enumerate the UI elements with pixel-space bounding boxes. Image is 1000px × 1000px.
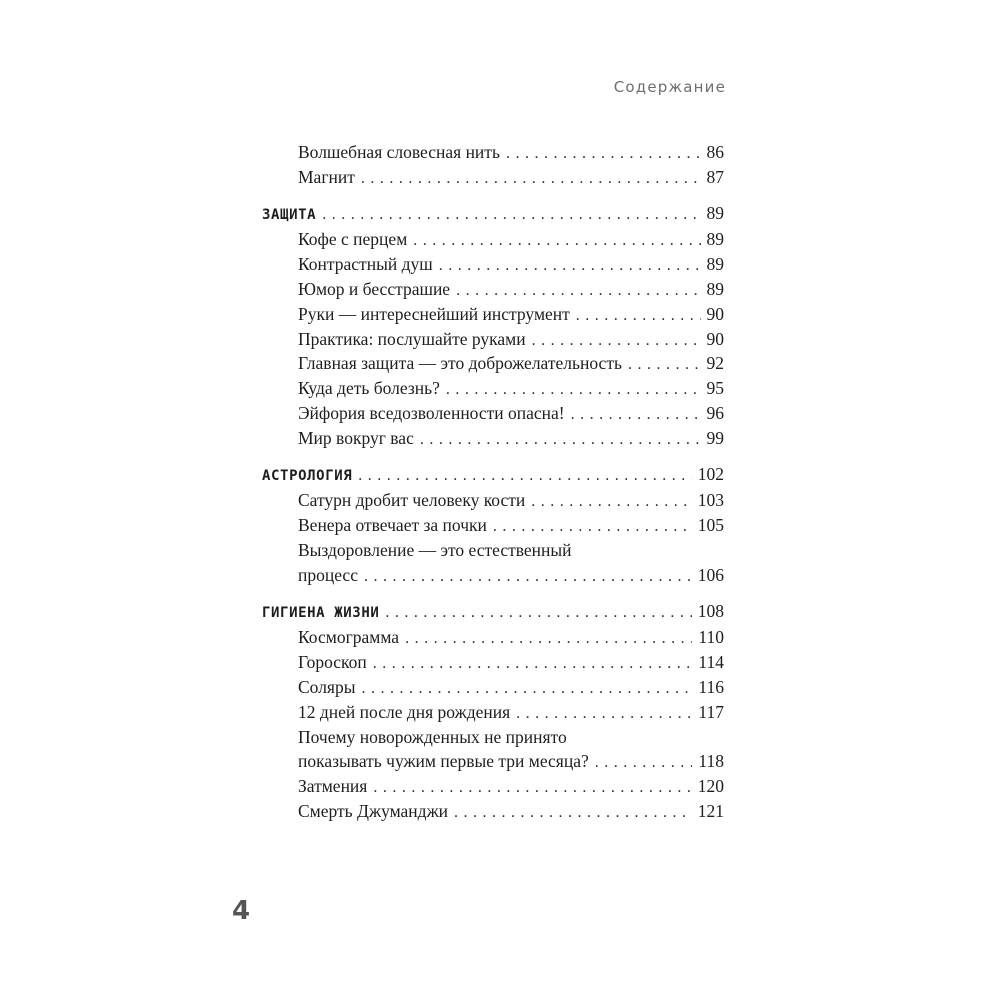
page-ref: 87 bbox=[706, 166, 724, 187]
page-ref: 90 bbox=[706, 328, 724, 349]
toc-entry bbox=[298, 142, 724, 166]
page-ref: 121 bbox=[697, 801, 724, 821]
dot-leader bbox=[454, 804, 692, 822]
page-ref: 120 bbox=[697, 776, 724, 797]
dot-leader bbox=[322, 206, 700, 224]
dot-leader bbox=[361, 170, 701, 188]
entry-title: Мир вокруг вас bbox=[298, 427, 414, 448]
entry-title: Юмор и бесстрашие bbox=[298, 279, 451, 299]
toc-entry bbox=[298, 627, 724, 651]
toc-section-heading bbox=[262, 601, 724, 625]
page-ref: 89 bbox=[706, 202, 724, 223]
entry-title: Главная защита — это доброжелательность bbox=[298, 353, 622, 374]
dot-leader bbox=[373, 655, 693, 673]
toc-entry bbox=[298, 229, 724, 253]
page-ref: 95 bbox=[706, 378, 724, 399]
toc-entry bbox=[298, 515, 724, 539]
toc-section-heading bbox=[262, 203, 724, 227]
toc-entry bbox=[298, 652, 724, 676]
toc-entry bbox=[298, 428, 724, 452]
entry-title: Руки — интереснейший инструмент bbox=[298, 303, 570, 324]
toc-entry bbox=[298, 378, 724, 402]
entry-title: Эйфория вседозволенности опасна! bbox=[298, 403, 565, 423]
dot-leader bbox=[532, 332, 701, 350]
toc-entry bbox=[298, 490, 724, 514]
entry-title: Кофе с перцем bbox=[298, 229, 408, 250]
entry-title: Соляры bbox=[298, 677, 356, 697]
entry-title: Смерть Джуманджи bbox=[298, 801, 449, 821]
toc-entry bbox=[298, 727, 567, 751]
toc-entry bbox=[298, 565, 724, 589]
toc-entry bbox=[298, 702, 724, 726]
toc-entry bbox=[298, 304, 724, 328]
page-ref: 117 bbox=[698, 701, 724, 722]
entry-title: Почему новорожденных не принято bbox=[298, 726, 567, 747]
page-ref: 105 bbox=[697, 515, 724, 536]
section-title: ЗАЩИТА bbox=[262, 206, 317, 223]
toc-entry bbox=[298, 776, 724, 800]
entry-title: Гороскоп bbox=[298, 652, 367, 673]
running-head: Содержание bbox=[613, 78, 726, 96]
page-ref: 102 bbox=[697, 463, 724, 484]
page-ref: 108 bbox=[697, 600, 724, 621]
page-ref: 118 bbox=[698, 751, 724, 772]
page-ref: 96 bbox=[706, 403, 724, 423]
entry-title: Волшебная словесная нить bbox=[298, 142, 500, 162]
toc-entry bbox=[298, 353, 724, 377]
toc-entry bbox=[298, 279, 724, 303]
dot-leader bbox=[531, 493, 691, 511]
dot-leader bbox=[420, 431, 701, 449]
page-number: 4 bbox=[232, 896, 251, 926]
entry-title: показывать чужим первые три месяца? bbox=[298, 751, 589, 772]
page-ref: 89 bbox=[706, 279, 724, 299]
entry-title: Куда деть болезнь? bbox=[298, 378, 440, 399]
dot-leader bbox=[493, 518, 692, 536]
dot-leader bbox=[628, 356, 701, 374]
toc-entry bbox=[298, 801, 724, 825]
section-title: АСТРОЛОГИЯ bbox=[262, 467, 353, 484]
dot-leader bbox=[506, 145, 701, 163]
toc-entry bbox=[298, 329, 724, 353]
dot-leader bbox=[358, 467, 691, 485]
toc-entry bbox=[298, 167, 724, 191]
page-ref: 90 bbox=[706, 303, 724, 324]
page-ref: 110 bbox=[698, 627, 724, 648]
page-ref: 86 bbox=[706, 142, 724, 162]
toc-entry bbox=[298, 403, 724, 427]
dot-leader bbox=[439, 257, 701, 275]
dot-leader bbox=[373, 779, 691, 797]
toc-entry bbox=[298, 540, 572, 564]
dot-leader bbox=[576, 307, 701, 325]
dot-leader bbox=[405, 630, 692, 648]
page-ref: 89 bbox=[706, 254, 724, 275]
dot-leader bbox=[595, 754, 693, 772]
page-ref: 103 bbox=[697, 490, 724, 511]
dot-leader bbox=[516, 705, 692, 723]
toc-entry bbox=[298, 751, 724, 775]
entry-title: Магнит bbox=[298, 166, 355, 187]
entry-title: Затмения bbox=[298, 776, 368, 797]
dot-leader bbox=[413, 232, 700, 250]
entry-title: Сатурн дробит человеку кости bbox=[298, 490, 526, 511]
section-title: ГИГИЕНА ЖИЗНИ bbox=[262, 604, 380, 621]
toc-entry bbox=[298, 254, 724, 278]
entry-title: Космограмма bbox=[298, 627, 400, 648]
page-ref: 116 bbox=[698, 677, 724, 697]
entry-title: процесс bbox=[298, 564, 358, 585]
entry-title: 12 дней после дня рождения bbox=[298, 701, 511, 722]
dot-leader bbox=[571, 406, 701, 424]
entry-title: Практика: послушайте руками bbox=[298, 328, 526, 349]
dot-leader bbox=[364, 568, 692, 586]
entry-title: Венера отвечает за почки bbox=[298, 515, 487, 536]
page-ref: 89 bbox=[706, 229, 724, 250]
entry-title: Контрастный душ bbox=[298, 254, 433, 275]
dot-leader bbox=[446, 381, 701, 399]
page-ref: 99 bbox=[706, 427, 724, 448]
entry-title: Выздоровление — это естественный bbox=[298, 540, 572, 560]
toc-entry bbox=[298, 677, 724, 701]
page-ref: 92 bbox=[706, 353, 724, 374]
page-ref: 114 bbox=[698, 652, 724, 673]
page-ref: 106 bbox=[697, 564, 724, 585]
dot-leader bbox=[361, 680, 692, 698]
dot-leader bbox=[385, 604, 691, 622]
dot-leader bbox=[456, 282, 700, 300]
toc-section-heading bbox=[262, 464, 724, 488]
